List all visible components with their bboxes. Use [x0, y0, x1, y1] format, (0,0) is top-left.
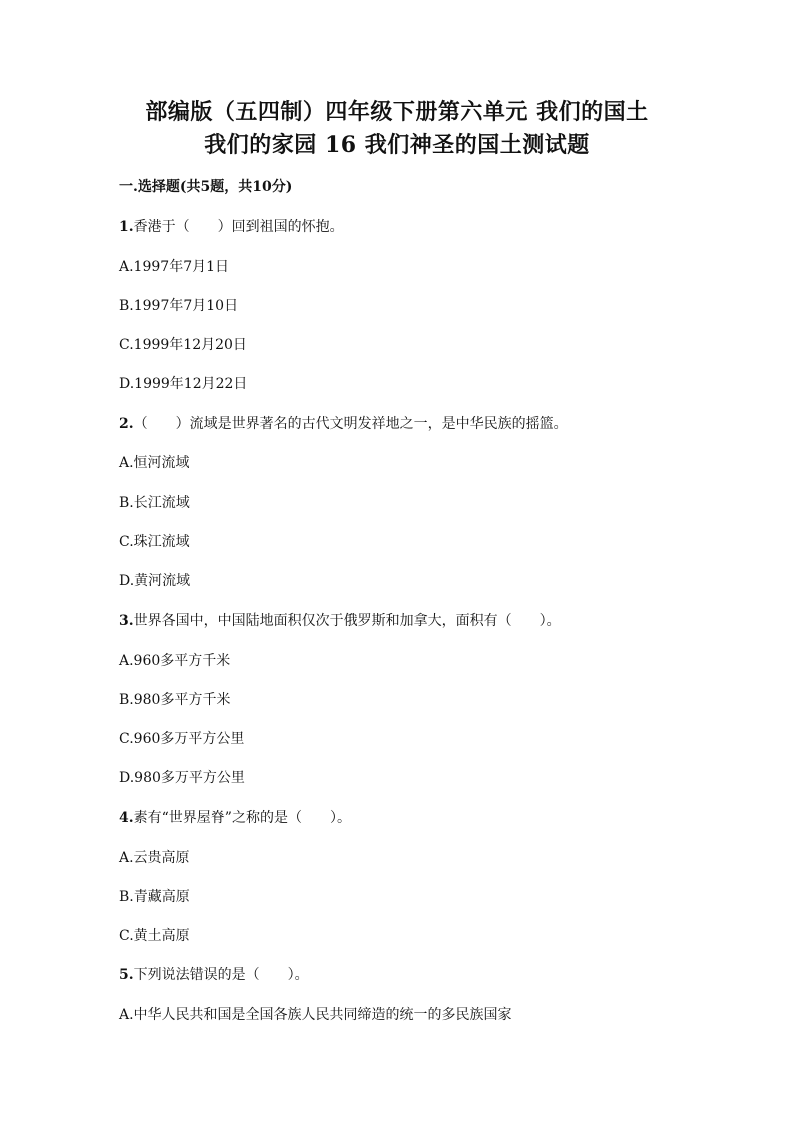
q1-option-b: B.1997年7月10日 — [119, 298, 239, 314]
q4-option-c: C.黄土高原 — [119, 928, 190, 944]
question-3-number: 3. — [119, 613, 134, 629]
question-2 — [119, 414, 568, 434]
section-heading: 一.选择题(共5题，共10分) — [119, 179, 293, 195]
question-1 — [119, 217, 344, 237]
q1-option-a: A.1997年7月1日 — [119, 259, 230, 275]
question-5-text: 下列说法错误的是（ ）。 — [133, 967, 309, 983]
question-1-number: 1. — [119, 219, 134, 235]
q1-option-d: D.1999年12月22日 — [119, 376, 248, 392]
title-line-2: 我们的家园 16 我们神圣的国土测试题 — [204, 132, 590, 158]
q2-option-d: D.黄河流域 — [119, 573, 191, 589]
q3-option-b: B.980多平方千米 — [119, 692, 231, 708]
question-5-number: 5. — [119, 967, 134, 983]
q2-option-b: B.长江流域 — [119, 495, 190, 511]
q3-option-c: C.960多万平方公里 — [119, 731, 245, 747]
q3-option-d: D.980多万平方公里 — [119, 770, 245, 786]
question-5 — [119, 965, 309, 985]
question-2-number: 2. — [119, 416, 134, 432]
question-4 — [119, 808, 351, 828]
q3-option-a: A.960多平方千米 — [119, 653, 231, 669]
q4-option-b: B.青藏高原 — [119, 889, 190, 905]
q2-option-c: C.珠江流域 — [119, 534, 190, 550]
q2-option-a: A.恒河流域 — [119, 455, 190, 471]
title-line-1: 部编版（五四制）四年级下册第六单元 我们的国土 — [145, 99, 649, 125]
q5-option-a: A.中华人民共和国是全国各族人民共同缔造的统一的多民族国家 — [119, 1007, 512, 1023]
question-1-text: 香港于（ ）回到祖国的怀抱。 — [133, 219, 344, 235]
question-2-text: （ ）流域是世界著名的古代文明发祥地之一，是中华民族的摇篮。 — [133, 416, 568, 432]
question-3 — [119, 611, 561, 631]
question-3-text: 世界各国中，中国陆地面积仅次于俄罗斯和加拿大，面积有（ ）。 — [133, 613, 561, 629]
q4-option-a: A.云贵高原 — [119, 850, 190, 866]
question-4-number: 4. — [119, 810, 134, 826]
question-4-text: 素有“世界屋脊”之称的是（ ）。 — [133, 810, 351, 826]
q1-option-c: C.1999年12月20日 — [119, 337, 247, 353]
